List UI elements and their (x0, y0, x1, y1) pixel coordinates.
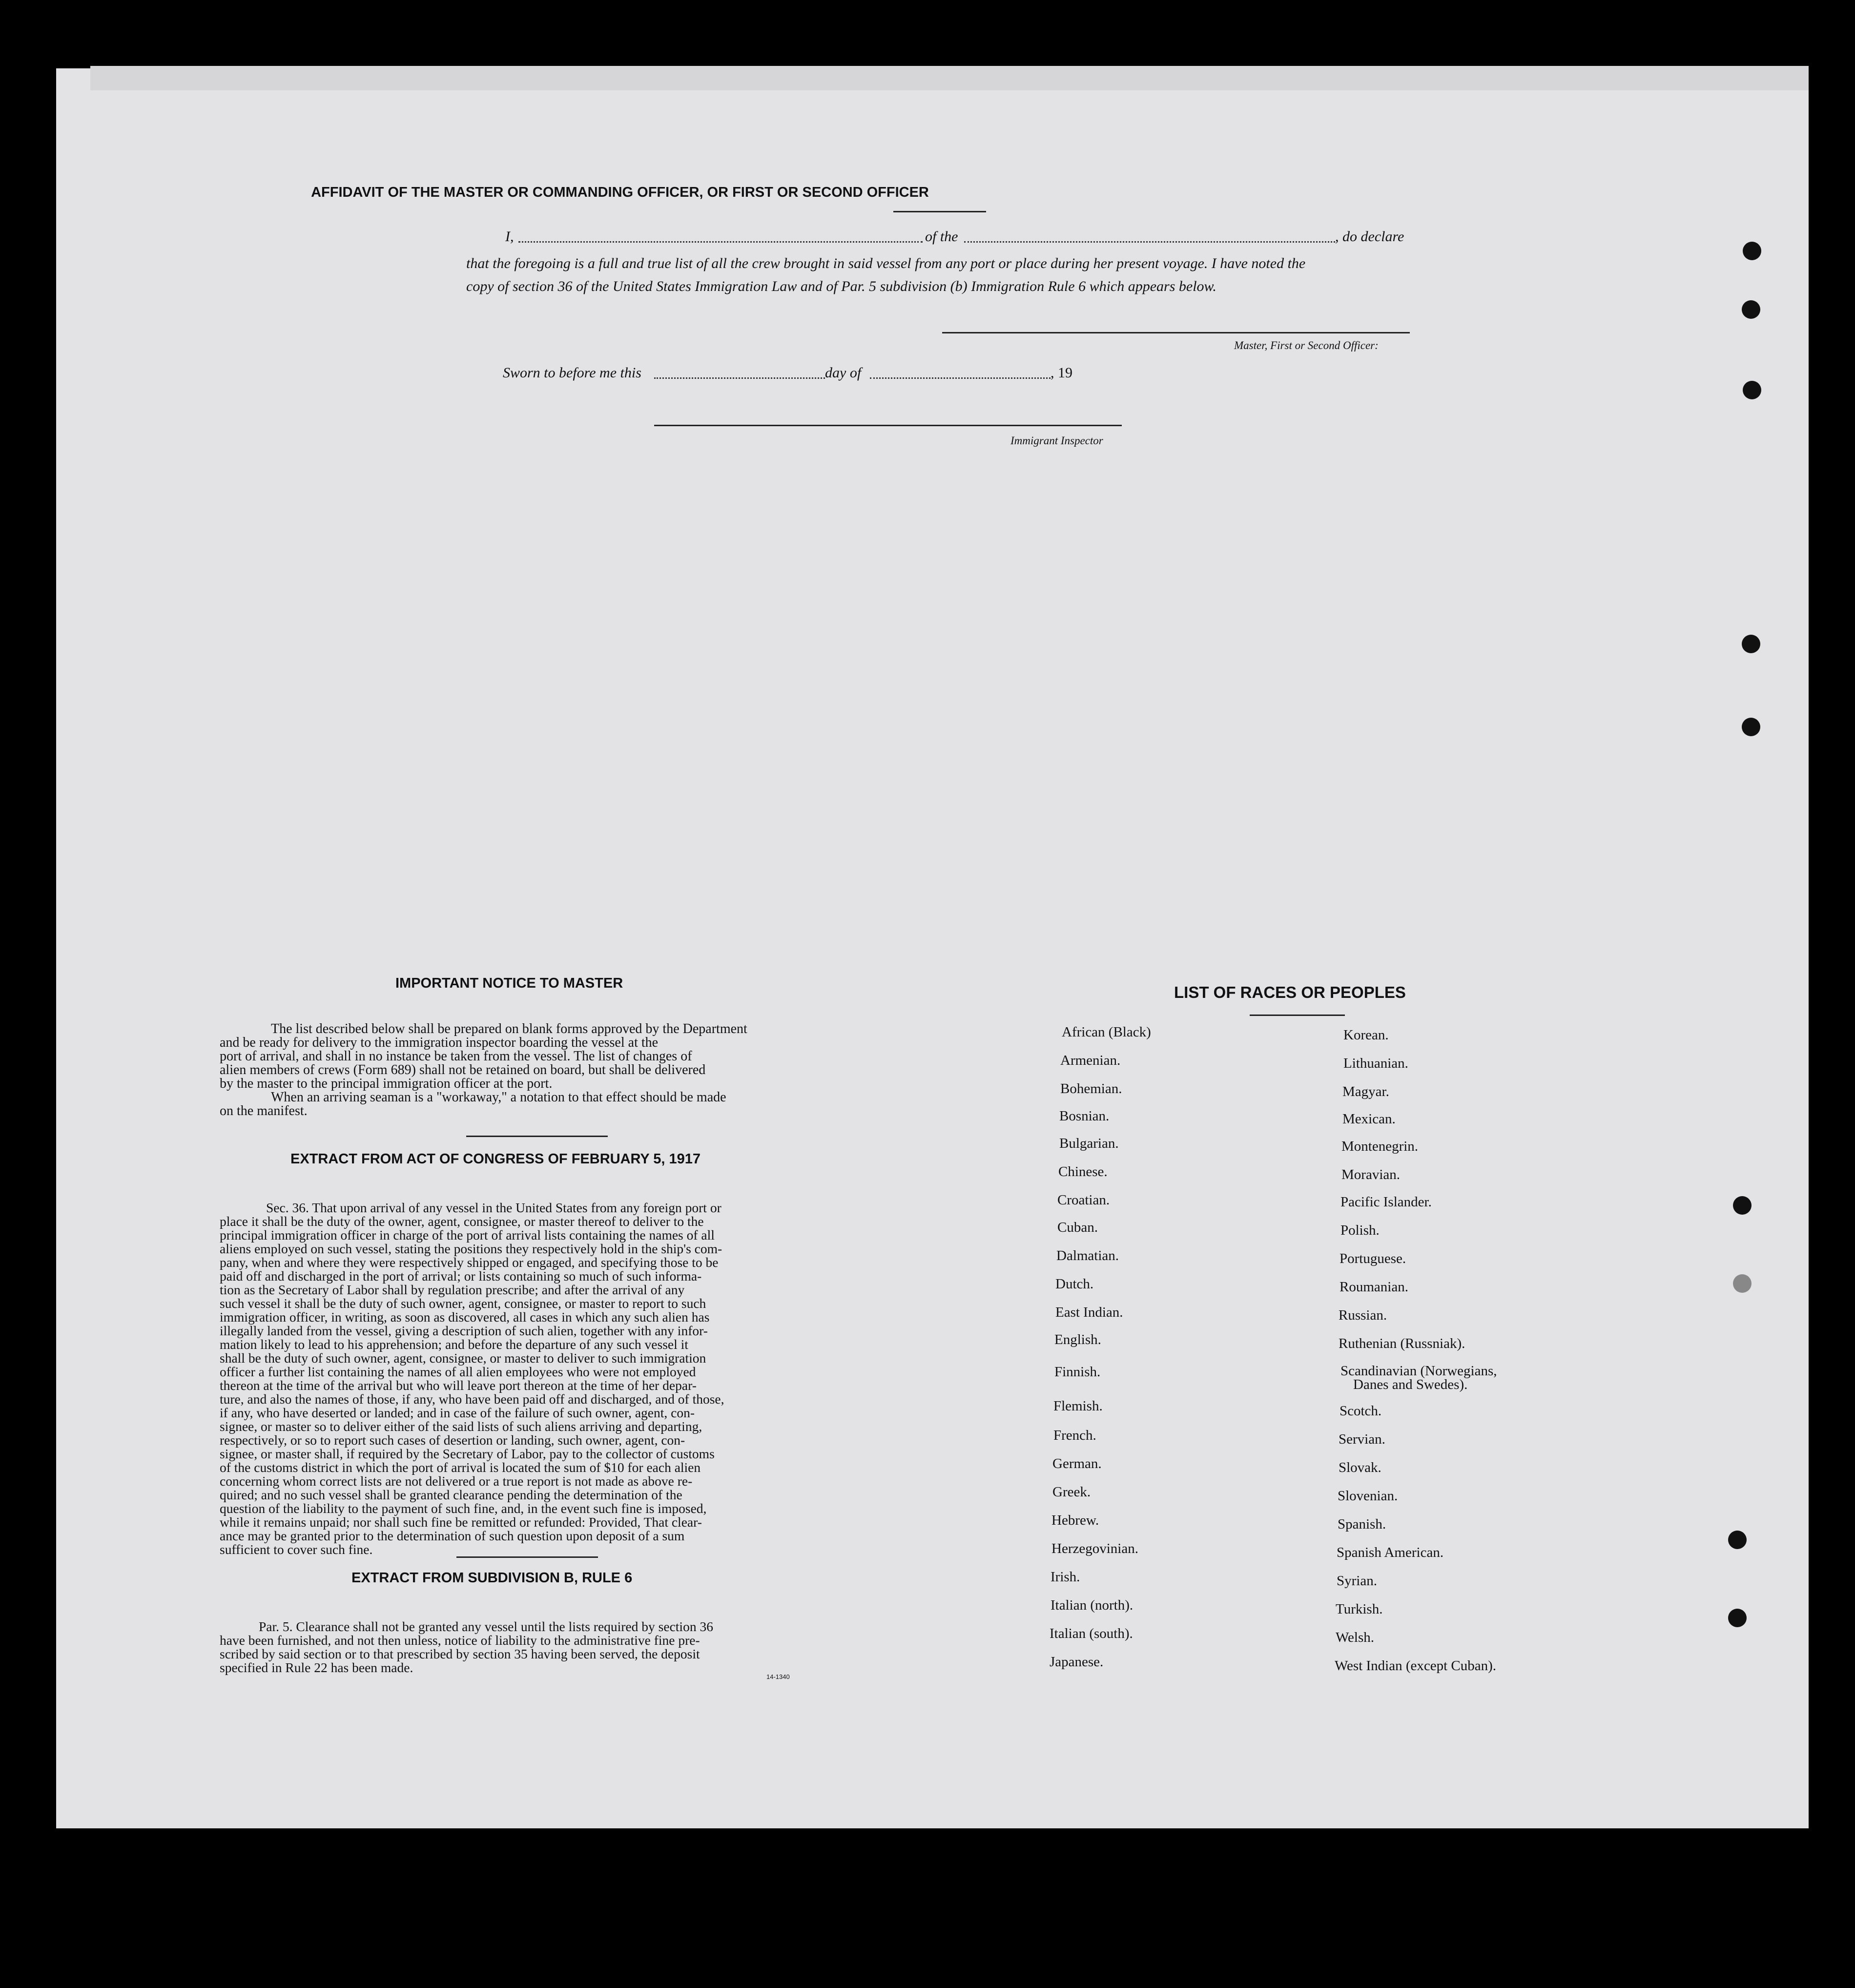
act-line: sufficient to cover such fine. (220, 1542, 373, 1557)
page-top-edge (90, 66, 1809, 90)
notice-line: When an arriving seaman is a "workaway," a notation to that effect should be made (271, 1090, 726, 1105)
act-line: shall be the duty of such owner, agent, consignee, or master to deliver to such immigration (220, 1350, 706, 1366)
punch-hole (1733, 1274, 1752, 1293)
notice-line: and be ready for delivery to the immigration inspector boarding the vessel at the (220, 1035, 659, 1050)
race-item: Herzegovinian. (1051, 1541, 1138, 1556)
race-item: Syrian. (1337, 1573, 1377, 1589)
name-blank (518, 241, 923, 243)
race-item: Armenian. (1060, 1053, 1121, 1068)
punch-hole (1743, 381, 1761, 399)
sworn-text: Sworn to before me this (503, 365, 641, 381)
act-line: quired; and no such vessel shall be granted clearance pending the determination of the (220, 1487, 682, 1502)
rule-line: Par. 5. Clearance shall not be granted any vessel until the lists required by section 36 (259, 1619, 713, 1634)
affidavit-line-3: copy of section 36 of the United States Immigration Law and of Par. 5 subdivision (b) Immigration Rule 6 which appears below. (466, 278, 1216, 294)
race-item: Slovak. (1339, 1460, 1381, 1475)
act-line: principal immigration officer in charge of the port of arrival lists containing the names of all (220, 1227, 715, 1242)
race-item: Spanish American. (1337, 1545, 1444, 1560)
document-page (56, 68, 1809, 1828)
race-item: Finnish. (1054, 1364, 1101, 1380)
races-title: LIST OF RACES OR PEOPLES (1174, 983, 1406, 1001)
rule-line: scribed by said section or to that prescribed by section 35 having been served, the deposit (220, 1646, 700, 1661)
race-item: French. (1053, 1428, 1096, 1443)
race-item: Russian. (1339, 1307, 1387, 1323)
race-item: Greek. (1052, 1484, 1091, 1500)
race-item: Lithuanian. (1343, 1056, 1408, 1071)
notice-title: IMPORTANT NOTICE TO MASTER (395, 975, 623, 991)
form-number: 14-1340 (766, 1673, 790, 1680)
race-item: Korean. (1343, 1027, 1389, 1043)
race-item: Polish. (1340, 1222, 1380, 1238)
extract-act-title: EXTRACT FROM ACT OF CONGRESS OF FEBRUARY 5, 1917 (290, 1151, 701, 1167)
act-line: concerning whom correct lists are not delivered or a true report is not made as above re- (220, 1473, 693, 1489)
vessel-blank (964, 241, 1335, 243)
act-line: while it remains unpaid; nor shall such fine be remitted or refunded: Provided, That clear- (220, 1514, 702, 1530)
notice-line: by the master to the principal immigration officer at the port. (220, 1076, 553, 1091)
race-item: German. (1052, 1456, 1102, 1471)
race-item: Dalmatian. (1056, 1248, 1119, 1263)
punch-hole (1743, 242, 1761, 260)
sworn-day-blank (654, 377, 825, 379)
act-line: signee, or master shall, if required by the Secretary of Labor, pay to the collector of customs (220, 1446, 715, 1461)
divider (893, 211, 986, 212)
affidavit-line-2: that the foregoing is a full and true list of all the crew brought in said vessel from any port or place during her present voyage. I have noted the (466, 255, 1306, 271)
notice-line: The list described below shall be prepared on blank forms approved by the Department (271, 1021, 747, 1036)
punch-hole (1733, 1196, 1752, 1215)
race-item: West Indian (except Cuban). (1335, 1658, 1497, 1674)
master-label: Master, First or Second Officer: (1234, 339, 1379, 352)
race-item: Turkish. (1336, 1601, 1383, 1617)
affidavit-i: I, (505, 228, 514, 245)
punch-hole (1742, 718, 1760, 736)
act-line: Sec. 36. That upon arrival of any vessel in the United States from any foreign port or (266, 1200, 721, 1215)
race-item: Scotch. (1340, 1403, 1382, 1419)
race-item: Danes and Swedes). (1353, 1377, 1468, 1392)
race-item: Portuguese. (1340, 1251, 1406, 1266)
race-item: Chinese. (1058, 1164, 1108, 1180)
act-line: officer a further list containing the names of all alien employees who were not employed (220, 1364, 696, 1379)
race-item: African (Black) (1062, 1024, 1151, 1040)
act-line: pany, when and where they were respectively shipped or engaged, and specifying those to be (220, 1255, 719, 1270)
act-line: place it shall be the duty of the owner, agent, consignee, or master thereof to deliver to the (220, 1214, 704, 1229)
extract-rule-title: EXTRACT FROM SUBDIVISION B, RULE 6 (351, 1570, 633, 1586)
divider (456, 1556, 598, 1558)
day-of-text: day of (825, 365, 862, 381)
race-item: Hebrew. (1051, 1512, 1099, 1528)
extract-act-body (220, 1201, 802, 1556)
race-item: Montenegrin. (1341, 1139, 1419, 1154)
act-line: respectively, or so to report such cases of desertion or landing, such owner, agent, con- (220, 1432, 685, 1448)
act-line: if any, who have deserted or landed; and in case of the failure of such owner, agent, con- (220, 1405, 695, 1420)
act-line: thereon at the time of the arrival but who will leave port thereon at the time of her depar- (220, 1378, 697, 1393)
race-item: Cuban. (1057, 1220, 1098, 1235)
race-item: Scandinavian (Norwegians, (1340, 1363, 1497, 1379)
notice-line: on the manifest. (220, 1103, 308, 1118)
race-item: Welsh. (1336, 1630, 1375, 1645)
race-item: Flemish. (1053, 1398, 1103, 1414)
race-item: Magyar. (1342, 1084, 1389, 1099)
extract-rule-body (220, 1620, 796, 1675)
act-line: of the customs district in which the port of arrival is located the sum of $10 for each alien (220, 1460, 701, 1475)
notice-line: port of arrival, and shall in no instance be taken from the vessel. The list of changes of (220, 1049, 692, 1064)
race-item: Mexican. (1342, 1111, 1396, 1127)
race-item: Bohemian. (1060, 1081, 1122, 1097)
punch-hole (1742, 300, 1760, 319)
act-line: question of the liability to the payment of such fine, and, in the event such fine is imposed, (220, 1501, 707, 1516)
rule-line: have been furnished, and not then unless, notice of liability to the administrative fine pre- (220, 1633, 700, 1648)
sworn-month-blank (870, 377, 1051, 379)
race-item: English. (1054, 1332, 1101, 1347)
race-item: Bosnian. (1059, 1108, 1110, 1124)
inspector-signature-line (654, 425, 1122, 426)
race-item: Roumanian. (1340, 1279, 1408, 1295)
race-item: Moravian. (1341, 1167, 1400, 1182)
act-line: paid off and discharged in the port of arrival; or lists containing so much of such informa- (220, 1268, 702, 1284)
race-item: Irish. (1051, 1569, 1080, 1585)
act-line: mation likely to lead to his apprehension; and before the departure of any such vessel it (220, 1337, 688, 1352)
act-line: ture, and also the names of those, if any, who have been paid off and discharged, and of those, (220, 1391, 724, 1407)
race-item: Dutch. (1055, 1276, 1094, 1292)
race-item: Servian. (1339, 1431, 1385, 1447)
race-item: Spanish. (1338, 1516, 1386, 1532)
year-prefix: , 19 (1051, 365, 1072, 381)
race-item: Bulgarian. (1059, 1136, 1119, 1151)
act-line: illegally landed from the vessel, giving a description of such alien, together with any infor- (220, 1323, 708, 1338)
race-item: Japanese. (1050, 1654, 1104, 1670)
race-item: Pacific Islander. (1340, 1194, 1432, 1210)
race-item: East Indian. (1055, 1305, 1123, 1320)
punch-hole (1728, 1531, 1747, 1549)
act-line: ance may be granted prior to the determination of such question upon deposit of a sum (220, 1528, 685, 1543)
race-item: Italian (south). (1050, 1626, 1133, 1641)
master-signature-line (942, 332, 1410, 333)
affidavit-of-the: of the (925, 228, 958, 245)
divider (1250, 1015, 1345, 1016)
affidavit-title: AFFIDAVIT OF THE MASTER OR COMMANDING OFFICER, OR FIRST OR SECOND OFFICER (311, 185, 929, 200)
act-line: immigration officer, in writing, as soon as discovered, all cases in which any such alien has (220, 1309, 710, 1325)
act-line: such vessel it shall be the duty of such owner, agent, consignee, or master to report to such (220, 1296, 706, 1311)
punch-hole (1728, 1609, 1747, 1627)
act-line: tion as the Secretary of Labor shall by regulation prescribe; and after the arrival of any (220, 1282, 685, 1297)
race-item: Ruthenian (Russniak). (1339, 1336, 1465, 1351)
race-item: Slovenian. (1338, 1488, 1398, 1504)
affidavit-declare: , do declare (1335, 228, 1404, 245)
punch-hole (1742, 635, 1760, 653)
notice-line: alien members of crews (Form 689) shall not be retained on board, but shall be delivered (220, 1062, 706, 1077)
race-item: Italian (north). (1051, 1597, 1134, 1613)
divider (466, 1136, 608, 1137)
act-line: signee, or master so to deliver either of the said lists of such aliens arriving and departing, (220, 1419, 702, 1434)
rule-line: specified in Rule 22 has been made. (220, 1660, 413, 1675)
inspector-label: Immigrant Inspector (1010, 435, 1103, 447)
race-item: Croatian. (1057, 1192, 1110, 1208)
act-line: aliens employed on such vessel, stating the positions they respectively hold in the ship's com- (220, 1241, 722, 1256)
notice-body (220, 1022, 802, 1118)
